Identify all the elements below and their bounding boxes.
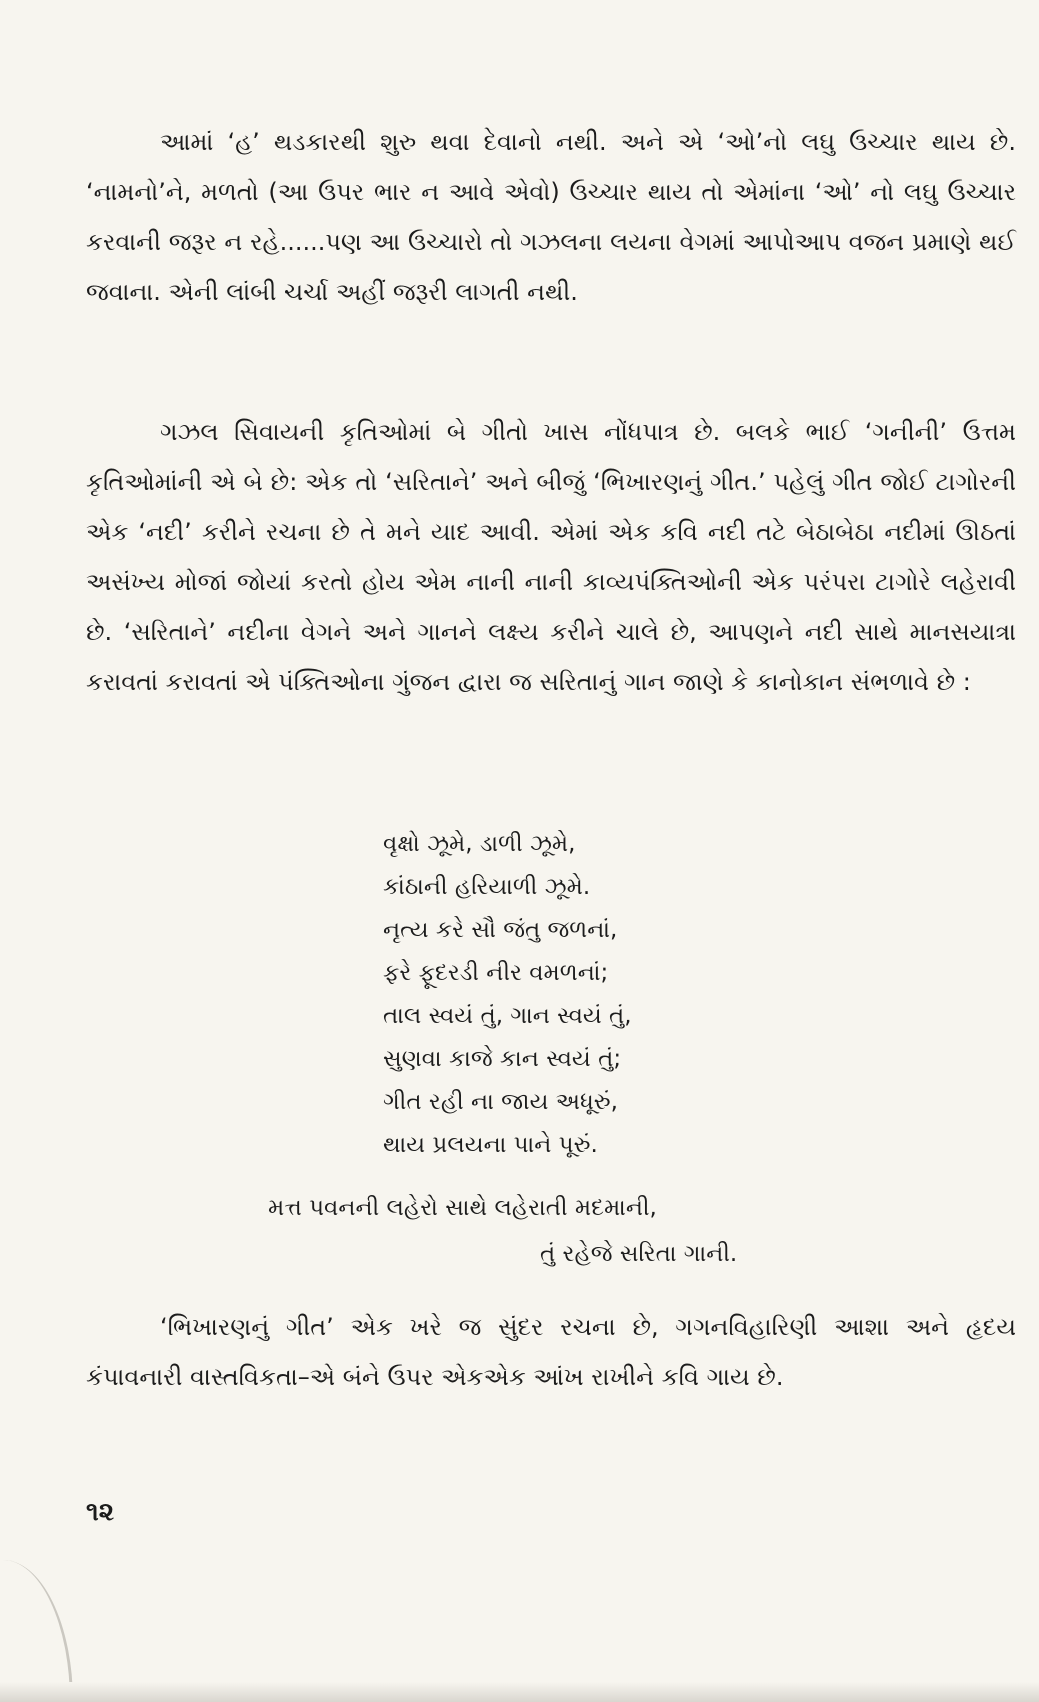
refrain-line: તું રહેજે સરિતા ગાની. bbox=[540, 1241, 738, 1267]
paragraph-text: આમાં ‘હ’ થડકારથી શુરુ થવા દેવાનો નથી. અને એ ‘ઓ’નો લઘુ ઉચ્ચાર થાય છે. ‘નામનો’ને, મળતો (આ ઉપર ભાર ન આવે એવો) ઉચ્ચાર થાય તો એમાંના ‘ઓ’ નો લઘુ ઉચ્ચાર કરવાની જરૂર ન રહે......પણ આ ઉચ્ચારો તો ગઝલના લયના વેગમાં આપોઆપ વજન પ્રમાણે થઈ જવાના. એની લાંબી ચર્ચા અહીં જરૂરી લાગતી નથી. bbox=[86, 128, 1016, 306]
poem-line: વૃક્ષો ઝૂમે, ડાળી ઝૂમે, bbox=[383, 831, 576, 857]
paragraph-text: ‘ભિખારણનું ગીત’ એક ખરે જ સુંદર રચના છે, ગગનવિહારિણી આશા અને હૃદય કંપાવનારી વાસ્તવિકતા–એ બંને ઉપર એકએક આંખ રાખીને કવિ ગાય છે. bbox=[86, 1313, 1016, 1391]
paragraph-songs-intro bbox=[86, 407, 1016, 707]
poem-line: સુણવા કાજે કાન સ્વયં તું; bbox=[383, 1046, 622, 1072]
paragraph-pronunciation bbox=[86, 117, 1016, 317]
poem-line: થાય પ્રલયના પાને પૂરું. bbox=[383, 1132, 598, 1158]
poem-line: ગીત રહી ના જાય અધૂરું, bbox=[383, 1089, 618, 1115]
page-bottom-edge bbox=[0, 1682, 1039, 1702]
poem-line: કાંઠાની હરિયાળી ઝૂમે. bbox=[383, 874, 591, 900]
paragraph-text: ગઝલ સિવાયની કૃતિઓમાં બે ગીતો ખાસ નોંધપાત્ર છે. બલકે ભાઈ ‘ગનીની’ ઉત્તમ કૃતિઓમાંની એ બે છે: એક તો ‘સરિતાને’ અને બીજું ‘ભિખારણનું ગીત.’ પહેલું ગીત જોઈ ટાગોરની એક ‘નદી’ કરીને રચના છે તે મને યાદ આવી. એમાં એક કવિ નદી તટે બેઠાબેઠા નદીમાં ઊઠતાં અસંખ્ય મોજાં જોયાં કરતો હોય એમ નાની નાની કાવ્યપંક્તિઓની એક પરંપરા ટાગોરે લહેરાવી છે. ‘સરિતાને’ નદીના વેગને અને ગાનને લક્ષ્ય કરીને ચાલે છે, આપણને નદી સાથે માનસયાત્રા કરાવતાં કરાવતાં એ પંક્તિઓના ગુંજન દ્વારા જ સરિતાનું ગાન જાણે કે કાનોકાન સંભળાવે છે : bbox=[86, 418, 1016, 696]
page-scuff-mark bbox=[0, 1560, 73, 1702]
poem-refrain bbox=[268, 1185, 737, 1277]
paragraph-beggar-song bbox=[86, 1302, 1016, 1402]
poem-line: તાલ સ્વયં તું, ગાન સ્વયં તું, bbox=[383, 1003, 632, 1029]
poem-quote bbox=[383, 823, 632, 1167]
page-number: ૧૨ bbox=[86, 1497, 115, 1527]
poem-line: નૃત્ય કરે સૌ જંતુ જળનાં, bbox=[383, 917, 618, 943]
poem-line: ફરે ફૂદરડી નીર વમળનાં; bbox=[383, 960, 609, 986]
refrain-line: મત્ત પવનની લહેરો સાથે લહેરાતી મદમાની, bbox=[268, 1195, 657, 1221]
